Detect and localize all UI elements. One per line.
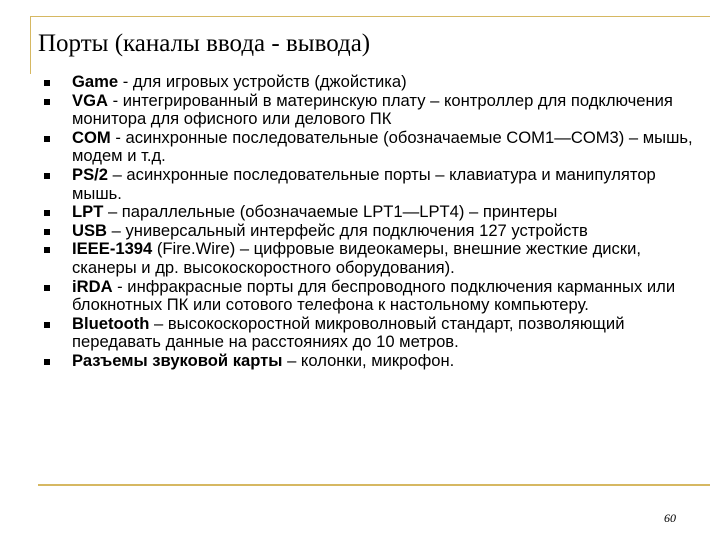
item-term: USB	[72, 220, 108, 240]
item-text: - асинхронные последовательные (обозначаемые COM1—COM3) – мышь, модем и т.д.	[72, 127, 693, 166]
square-bullet-icon	[44, 80, 50, 86]
item-text: – асинхронные последовательные порты – клавиатура и манипулятор мышь.	[72, 164, 656, 203]
bullet-item-game	[40, 73, 695, 92]
square-bullet-icon	[44, 359, 50, 365]
item-term: Разъемы звуковой карты	[72, 350, 283, 370]
item-term: LPT	[72, 202, 104, 222]
bullet-item-com	[40, 129, 695, 166]
frame-left-line	[30, 16, 31, 74]
item-term: iRDA	[72, 276, 113, 296]
page-number: 60	[664, 511, 676, 525]
square-bullet-icon	[44, 99, 50, 105]
ports-bullet-list	[40, 73, 695, 371]
square-bullet-icon	[44, 210, 50, 216]
bullet-item-irda	[40, 278, 695, 315]
footer-divider-line	[38, 484, 710, 486]
square-bullet-icon	[44, 136, 50, 142]
item-term: Bluetooth	[72, 313, 150, 333]
item-text: – параллельные (обозначаемые LPT1—LPT4) – принтеры	[103, 202, 558, 222]
item-text: – высокоскоростной микроволновый стандарт, позволяющий передавать данные на расстояниях до 10 метров.	[72, 313, 625, 352]
item-term: Game	[72, 72, 119, 91]
item-term: PS/2	[72, 164, 108, 184]
item-text: – колонки, микрофон.	[282, 350, 455, 370]
item-text: - инфракрасные порты для беспроводного подключения карманных или блокнотных ПК или сотового телефона к настольному компьютеру.	[72, 276, 676, 315]
bullet-item-vga	[40, 92, 695, 129]
bullet-item-ieee1394	[40, 240, 695, 277]
bullet-item-bluetooth	[40, 315, 695, 352]
bullet-item-lpt	[40, 203, 695, 222]
item-term: VGA	[72, 90, 108, 110]
item-term: IEEE-1394	[72, 239, 153, 259]
square-bullet-icon	[44, 247, 50, 253]
square-bullet-icon	[44, 322, 50, 328]
slide-title: Порты (каналы ввода - вывода)	[38, 30, 371, 57]
item-text: - интегрированный в материнскую плату – контроллер для подключения монитора для офисного или делового ПК	[72, 90, 673, 129]
square-bullet-icon	[44, 173, 50, 179]
bullet-item-sound-card	[40, 352, 695, 371]
bullet-item-usb	[40, 222, 695, 241]
item-text: – универсальный интерфейс для подключения 127 устройств	[107, 220, 588, 240]
square-bullet-icon	[44, 285, 50, 291]
frame-top-line	[30, 16, 710, 17]
item-text: (Fire.Wire) – цифровые видеокамеры, внешние жесткие диски, сканеры и др. высокоскоростного оборудования).	[72, 239, 641, 277]
square-bullet-icon	[44, 229, 50, 235]
bullet-item-ps2	[40, 166, 695, 203]
item-text: - для игровых устройств (джойстика)	[118, 72, 407, 91]
item-term: COM	[72, 127, 111, 147]
